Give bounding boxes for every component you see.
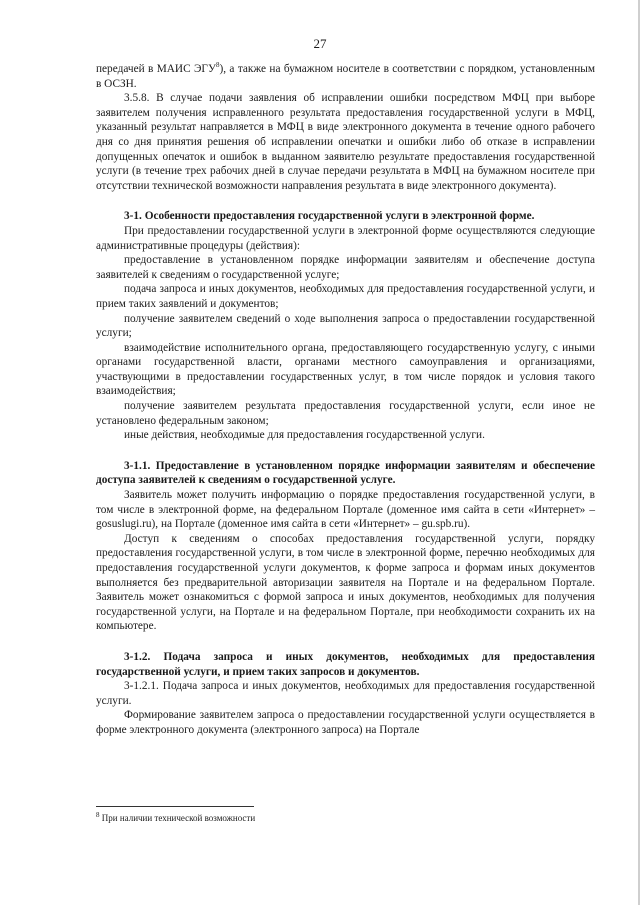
section-3-1-1-paragraph: Доступ к сведениям о способах предоставления государственной услуги, порядку предоставления государственной услуги, в том числе в электронной форме, перечню необходимых для предоставления государственной услуги документов, к форме запроса и формам иных документов выполняется без предварительной авторизации заявителя на Портале и на федеральном Портале. Заявитель может ознакомиться с формой запроса и иных документов, необходимых для получения государственной услуги, на Портале и на федеральном Портале, при необходимости сохранить их на компьютере. [96,532,595,633]
section-3-1-2-paragraph: 3-1.2.1. Подача запроса и иных документов, необходимых для предоставления государственной услуги. [96,680,595,707]
footnote-ref: 8 [215,61,220,70]
list-item: иные действия, необходимые для предоставления государственной услуги. [124,429,485,442]
section-3-1-2-paragraph: Формирование заявителем запроса о предоставлении государственной услуги осуществляется в форме электронного документа (электронного запроса) на Портале [96,709,595,736]
page-number: 27 [313,36,327,51]
section-heading-3-1: 3-1. Особенности предоставления государственной услуги в электронной форме. [124,210,535,223]
footnote-text: При наличии технической возможности [99,813,256,823]
footnote [96,813,255,824]
paragraph-3-5-8: 3.5.8. В случае подачи заявления об исправлении ошибки посредством МФЦ при выборе заявителем получения исправленного результата предоставления государственной услуги в МФЦ, указанный результат направляется в МФЦ в виде электронного документа в течение одного рабочего дня со дня принятия решения об исправлении опечатки и ошибки либо об отказе в исправлении допущенных опечаток и ошибок в выданном заявителю результате предоставления государственной услуги (в течение трех рабочих дней в случае передачи результата в МФЦ на бумажном носителе при отсутствии технической возможности направления результата в виде электронного документа). [96,92,595,192]
footnote-mark: 8 [96,811,100,819]
section-heading-3-1-2: 3-1.2. Подача запроса и иных документов, необходимых для предоставления государственной услуги, и прием таких запросов и документов. [96,650,595,678]
footnote-divider [96,806,254,807]
paragraph-text: передачей в МАИС ЭГУ [96,63,216,75]
list-item: предоставление в установленном порядке информации заявителям и обеспечение доступа заявителей к сведениям о государственной услуге; [96,254,595,281]
paragraph-text: ), а также на бумажном носителе в соответствии с порядком, установленным в ОСЗН. [96,63,595,90]
document-body [96,62,595,738]
list-item: получение заявителем результата предоставления государственной услуги, если иное не установлено федеральным законом; [96,400,595,427]
list-item: подача запроса и иных документов, необходимых для предоставления государственной услуги, и прием таких заявлений и документов; [96,283,595,310]
section-3-1-1-paragraph: Заявитель может получить информацию о порядке предоставления государственной услуги, в том числе в электронной форме, на федеральном Портале (доменное имя сайта в сети «Интернет» – gosuslugi.ru), на Портале (доменное имя сайта в сети «Интернет» – gu.spb.ru). [96,489,595,531]
section-heading-3-1-1: 3-1.1. Предоставление в установленном порядке информации заявителям и обеспечение доступа заявителей к сведениям о государственной услуге. [96,459,595,487]
section-3-1-intro: При предоставлении государственной услуги в электронной форме осуществляются следующие административные процедуры (действия): [96,224,595,252]
list-item: взаимодействие исполнительного органа, предоставляющего государственную услугу, с иными органами государственной власти, органами местного самоуправления и организациями, участвующими в предоставлении государственных услуг, в том числе порядок и условия такого взаимодействия; [96,341,595,398]
list-item: получение заявителем сведений о ходе выполнения запроса о предоставлении государственной услуги; [96,312,595,340]
paragraph-continuation [96,62,595,91]
